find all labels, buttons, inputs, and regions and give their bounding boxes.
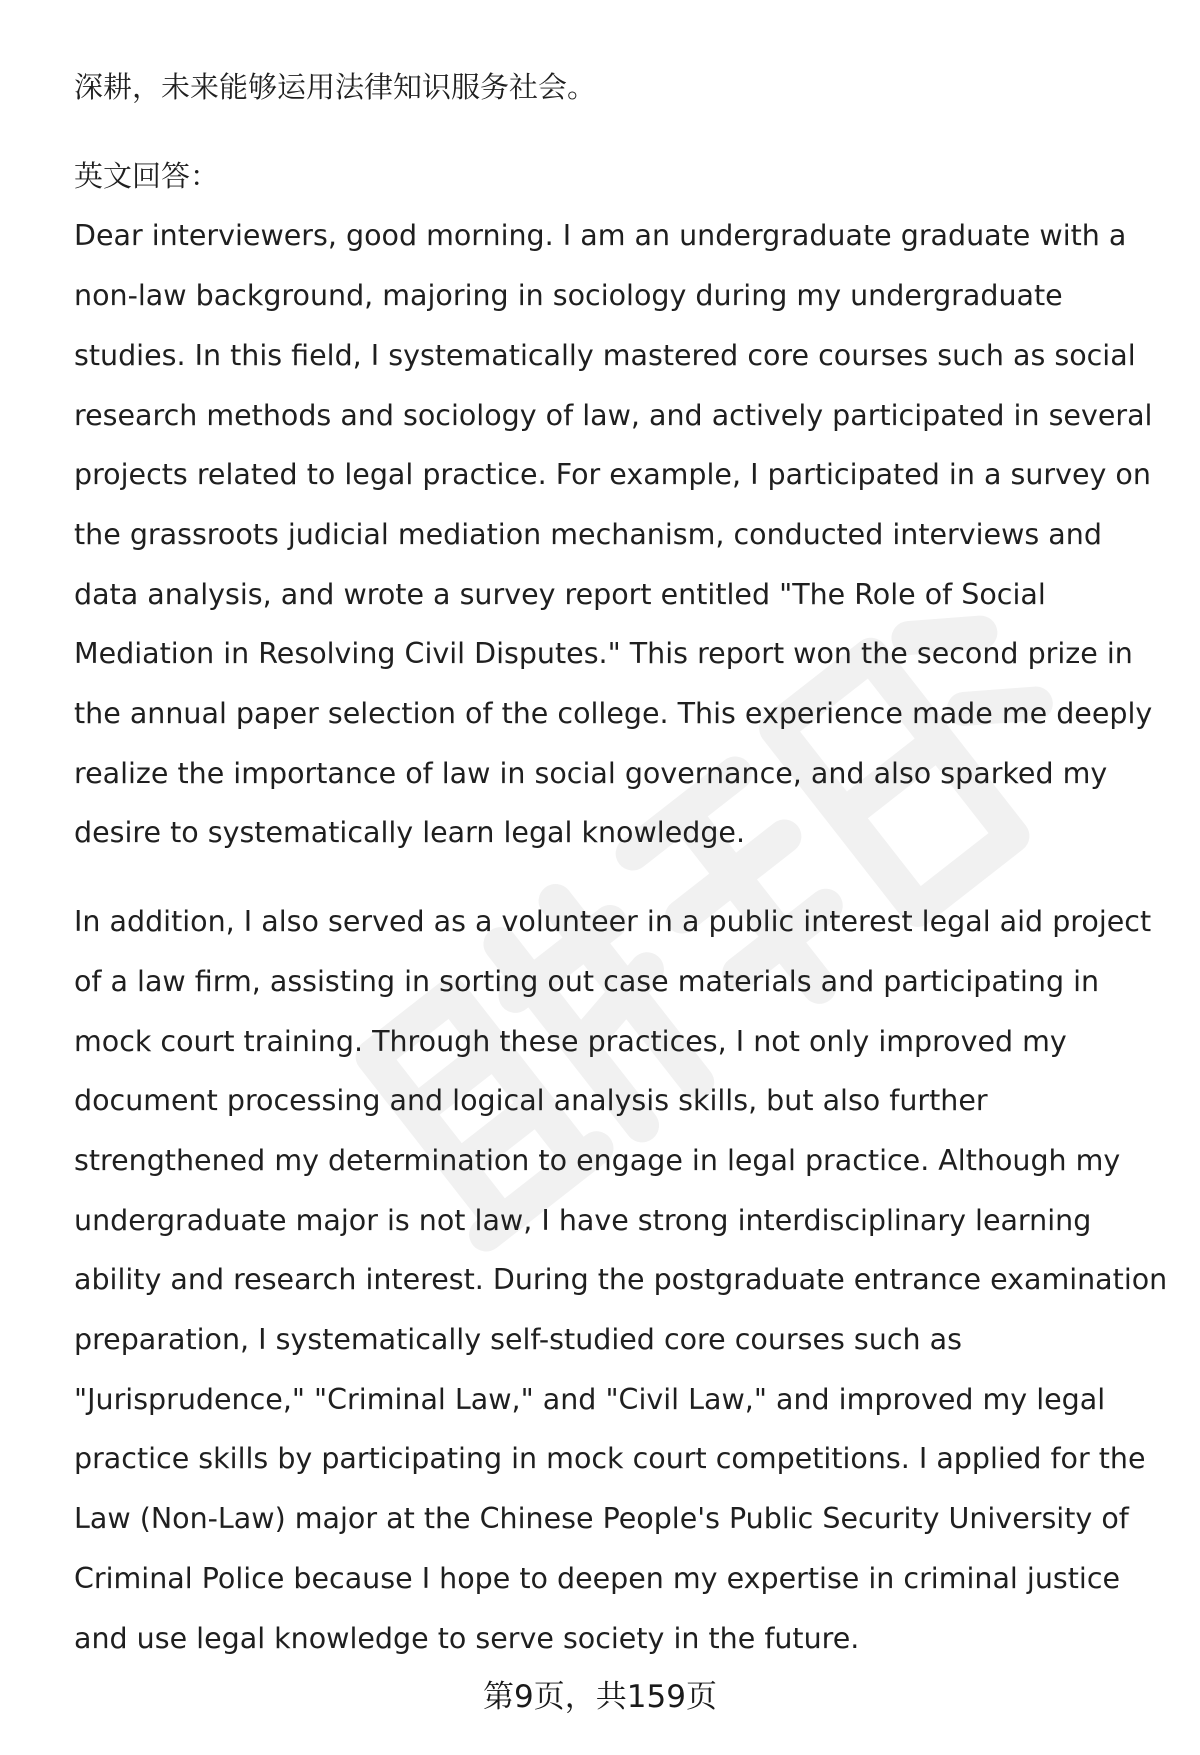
text-line: strengthened my determination to engage in legal practice. Although my <box>74 1143 1121 1177</box>
document-body <box>74 58 1168 1668</box>
text-line: Criminal Police because I hope to deepen my expertise in criminal justice <box>74 1561 1121 1595</box>
text-line: desire to systematically learn legal knowledge. <box>74 816 746 850</box>
text-line: non-law background, majoring in sociology during my undergraduate <box>74 279 1063 313</box>
text-line: data analysis, and wrote a survey report entitled "The Role of Social <box>74 577 1046 611</box>
text-line: research methods and sociology of law, and actively participated in several <box>74 398 1153 432</box>
text-line: undergraduate major is not law, I have strong interdisciplinary learning <box>74 1203 1092 1237</box>
text-line: the grassroots judicial mediation mechanism, conducted interviews and <box>74 517 1102 551</box>
paragraph-2 <box>74 892 1168 1668</box>
paragraph-1 <box>74 206 1154 863</box>
text-line: realize the importance of law in social governance, and also sparked my <box>74 756 1108 790</box>
text-line: studies. In this field, I systematically mastered core courses such as social <box>74 338 1136 372</box>
english-answer-label: 英文回答： <box>74 158 220 193</box>
text-line: document processing and logical analysis skills, but also further <box>74 1084 988 1118</box>
intro-line: 深耕，未来能够运用法律知识服务社会。 <box>74 70 597 104</box>
text-line: "Jurisprudence," "Criminal Law," and "Civil Law," and improved my legal <box>74 1382 1106 1416</box>
text-line: preparation, I systematically self-studied core courses such as <box>74 1323 962 1357</box>
text-line: the annual paper selection of the college. This experience made me deeply <box>74 697 1153 731</box>
text-line: of a law firm, assisting in sorting out case materials and participating in <box>74 964 1100 998</box>
text-line: mock court training. Through these practices, I not only improved my <box>74 1024 1067 1058</box>
page-number-footer: 第9页，共159页 <box>483 1679 717 1715</box>
text-line: projects related to legal practice. For example, I participated in a survey on <box>74 458 1151 492</box>
text-line: Dear interviewers, good morning. I am an undergraduate graduate with a <box>74 219 1127 253</box>
text-line: ability and research interest. During the postgraduate entrance examination <box>74 1263 1168 1297</box>
text-line: In addition, I also served as a volunteer in a public interest legal aid project <box>74 905 1152 939</box>
text-line: Mediation in Resolving Civil Disputes." This report won the second prize in <box>74 637 1133 671</box>
text-line: and use legal knowledge to serve society in the future. <box>74 1621 860 1655</box>
text-line: Law (Non-Law) major at the Chinese People's Public Security University of <box>74 1502 1129 1536</box>
text-line: practice skills by participating in mock court competitions. I applied for the <box>74 1442 1146 1476</box>
